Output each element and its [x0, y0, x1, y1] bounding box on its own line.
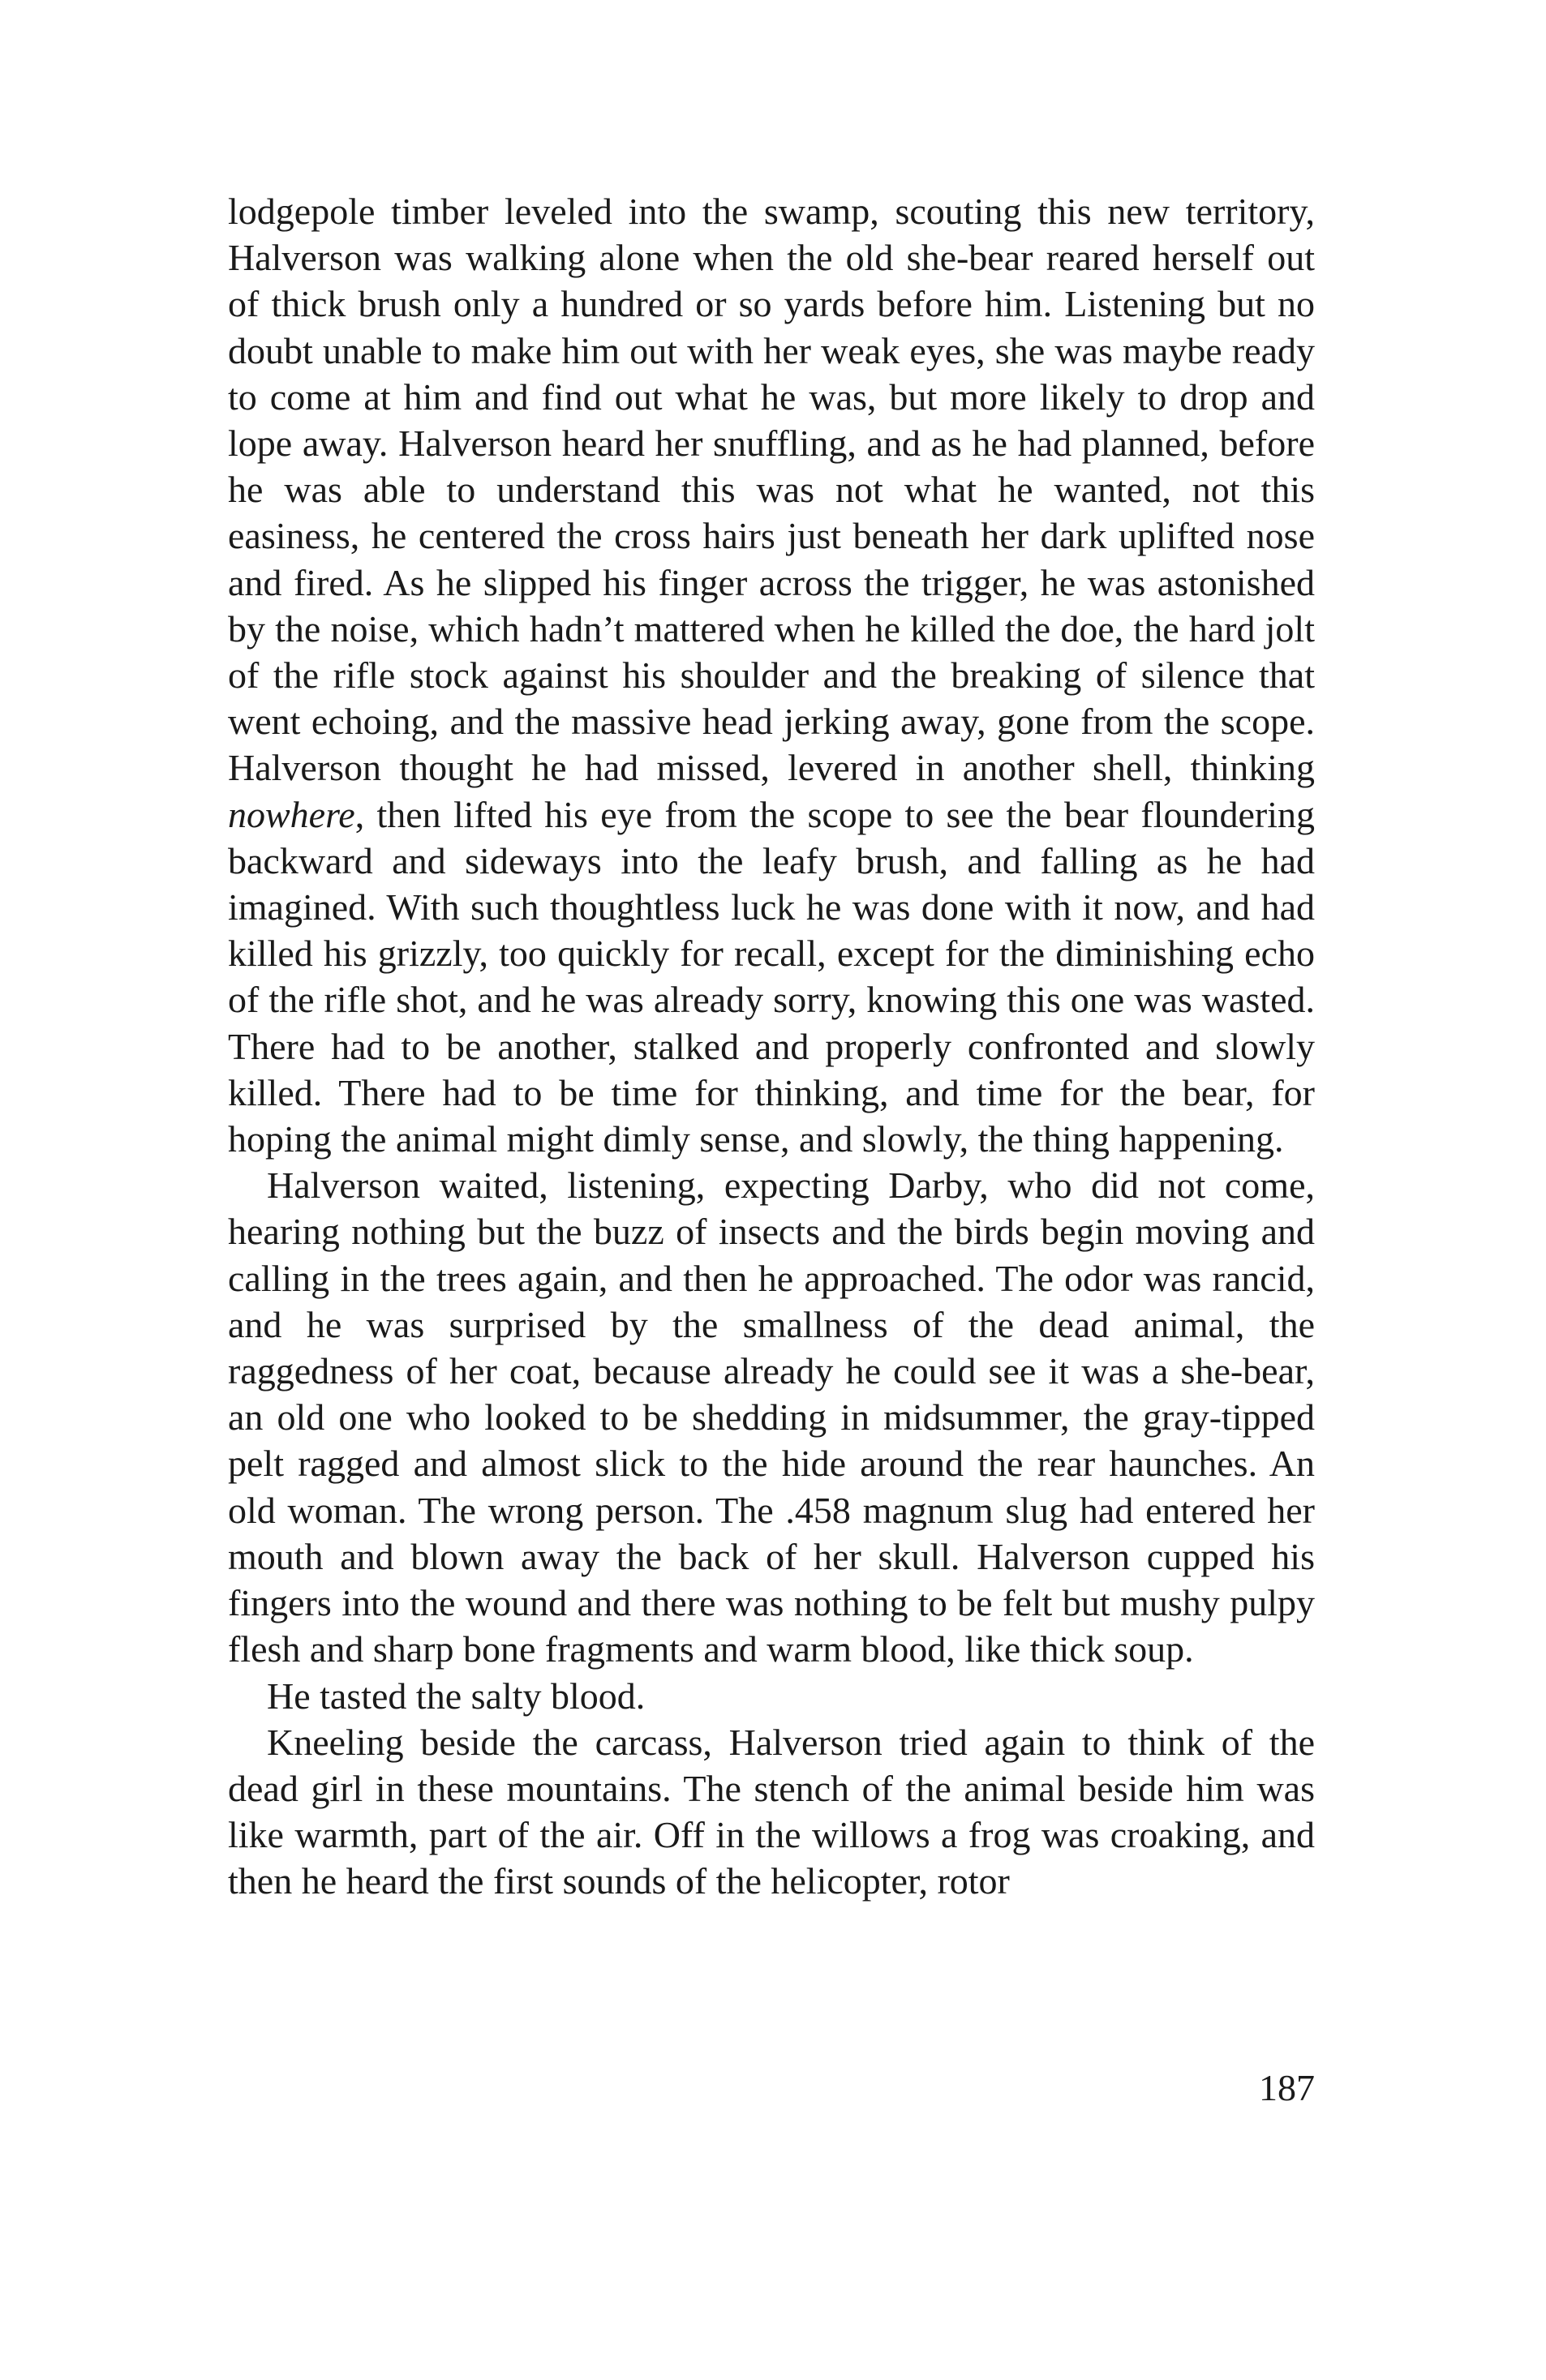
paragraph-4: Kneeling beside the carcass, Halverson tried again to think of the dead girl in these mountains. The stench of the animal beside him was like warmth, part of the air. Off in the willows a frog was croaking, and then he heard the first sounds of the helicopter, rotor	[228, 1721, 1315, 1902]
page-body	[228, 188, 1315, 1905]
paragraph-2: Halverson waited, listening, expecting Darby, who did not come, hearing nothing but the buzz of insects and the birds begin moving and calling in the trees again, and then he approached. The odor was rancid, and he was surprised by the smallness of the dead animal, the raggedness of her coat, because already he could see it was a she-bear, an old one who looked to be shedding in midsummer, the gray-tipped pelt ragged and almost slick to the hide around the rear haunches. An old woman. The wrong person. The .458 magnum slug had entered her mouth and blown away the back of her skull. Halverson cupped his fingers into the wound and there was nothing to be felt but mushy pulpy flesh and sharp bone fragments and warm blood, like thick soup.	[228, 1164, 1315, 1670]
paragraph-1-text-start: lodgepole timber leveled into the swamp, scouting this new territory, Halverson was walking alone when the old she-bear reared herself out of thick brush only a hundred or so yards before him. Listening but no doubt unable to make him out with her weak eyes, she was maybe ready to come at him and find out what he was, but more likely to drop and lope away. Halverson heard her snuffling, and as he had planned, before he was able to understand this was not what he wanted, not this easiness, he centered the cross hairs just beneath her dark uplifted nose and fired. As he slipped his finger across the trigger, he was astonished by the noise, which hadn’t mattered when he killed the doe, the hard jolt of the rifle stock against his shoulder and the breaking of silence that went echoing, and the massive head jerking away, gone from the scope. Halverson thought he had missed, levered in another shell, thinking	[228, 191, 1315, 789]
paragraph-1	[228, 188, 1315, 1162]
paragraph-1-italic-word: nowhere	[228, 793, 355, 835]
paragraph-1-text-end: , then lifted his eye from the scope to see the bear floundering backward and sideways into the leafy brush, and falling as he had imagined. With such thoughtless luck he was done with it now, and had killed his grizzly, too quickly for recall, except for the diminishing echo of the rifle shot, and he was already sorry, knowing this one was wasted. There had to be another, stalked and properly confronted and slowly killed. There had to be time for thinking, and time for the bear, for hoping the animal might dimly sense, and slowly, the thing happening.	[228, 793, 1315, 1160]
paragraph-3: He tasted the salty blood.	[267, 1675, 646, 1717]
page-number: 187	[1259, 2067, 1315, 2108]
